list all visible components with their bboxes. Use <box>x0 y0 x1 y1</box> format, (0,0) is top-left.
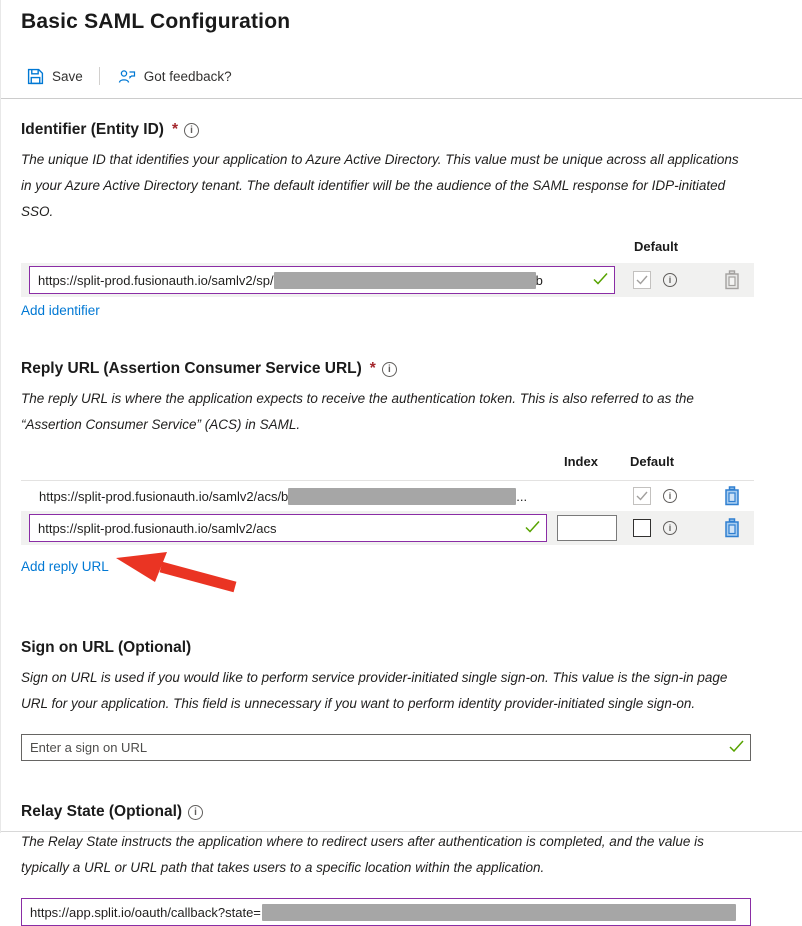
default-checkbox[interactable] <box>633 519 651 537</box>
reply-url-row-saved: https://split-prod.fusionauth.io/samlv2/acs/b ... i <box>21 481 754 511</box>
relay-state-input[interactable]: https://app.split.io/oauth/callback?state= <box>21 898 751 926</box>
bottom-separator <box>1 831 802 832</box>
valid-checkmark-icon <box>525 521 540 536</box>
info-icon[interactable]: i <box>663 489 677 503</box>
required-asterisk: * <box>369 360 376 377</box>
section-identifier <box>21 121 782 320</box>
default-column-header: Default <box>634 239 679 254</box>
feedback-label: Got feedback? <box>143 68 232 84</box>
info-icon[interactable]: i <box>663 273 677 287</box>
default-checkbox <box>633 487 651 505</box>
sign-on-heading: Sign on URL (Optional) <box>21 639 192 656</box>
identifier-row <box>21 263 754 297</box>
sign-on-url-input[interactable] <box>30 740 724 755</box>
save-label: Save <box>52 68 83 84</box>
redaction-block <box>274 272 536 289</box>
save-icon <box>27 68 44 85</box>
default-column-header: Default <box>629 454 675 469</box>
default-checkbox <box>633 271 651 289</box>
toolbar <box>21 61 782 91</box>
feedback-button[interactable] <box>112 64 238 89</box>
info-icon[interactable]: i <box>663 521 677 535</box>
relay-state-description: The Relay State instructs the application where to redirect users after authentication is completed, and the value is typically a URL or URL path that takes users to a specific location within the application. <box>21 834 704 875</box>
save-button[interactable] <box>21 64 89 89</box>
feedback-icon <box>118 68 136 85</box>
page-title: Basic SAML Configuration <box>21 10 291 33</box>
toolbar-separator <box>1 98 802 99</box>
delete-identifier-icon <box>723 270 741 290</box>
delete-reply-url-icon[interactable] <box>723 486 741 506</box>
reply-url-input[interactable]: https://split-prod.fusionauth.io/samlv2/acs <box>29 514 547 542</box>
toolbar-divider <box>99 67 100 85</box>
valid-checkmark-icon <box>593 273 608 288</box>
section-sign-on-url <box>21 639 782 761</box>
index-input[interactable] <box>557 515 617 541</box>
add-reply-url-link[interactable]: Add reply URL <box>21 559 109 574</box>
delete-reply-url-icon[interactable] <box>723 518 741 538</box>
red-arrow-annotation <box>113 549 245 595</box>
index-column-header: Index <box>564 454 598 469</box>
reply-url-heading: Reply URL (Assertion Consumer Service URL) <box>21 360 362 377</box>
identifier-description: The unique ID that identifies your application to Azure Active Directory. This value must be unique across all applications in your Azure Active Directory tenant. The default identifier will be the audience of the SAML response for IDP-initiated SSO. <box>21 152 739 219</box>
info-icon[interactable]: i <box>382 362 397 377</box>
identifier-heading: Identifier (Entity ID) <box>21 121 164 138</box>
reply-url-description: The reply URL is where the application expects to receive the authentication token. This is also referred to as the “Assertion Consumer Service” (ACS) in SAML. <box>21 391 694 432</box>
valid-checkmark-icon <box>729 739 744 757</box>
relay-state-heading: Relay State (Optional) <box>21 803 183 820</box>
info-icon[interactable]: i <box>184 123 199 138</box>
section-reply-url <box>21 360 782 597</box>
redaction-block <box>262 904 736 921</box>
required-asterisk: * <box>171 121 178 138</box>
sign-on-url-input-wrap <box>21 734 751 761</box>
info-icon[interactable]: i <box>188 805 203 820</box>
add-identifier-link[interactable]: Add identifier <box>21 303 100 318</box>
redaction-block <box>288 488 516 505</box>
identifier-input[interactable]: https://split-prod.fusionauth.io/samlv2/sp/ b <box>29 266 615 294</box>
reply-url-row-new <box>21 511 754 545</box>
section-relay-state <box>21 803 782 926</box>
sign-on-description: Sign on URL is used if you would like to perform service provider-initiated single sign-on. This value is the sign-in page URL for your application. This field is unnecessary if you want to perform identity provider-initiated single sign-on. <box>21 670 728 711</box>
